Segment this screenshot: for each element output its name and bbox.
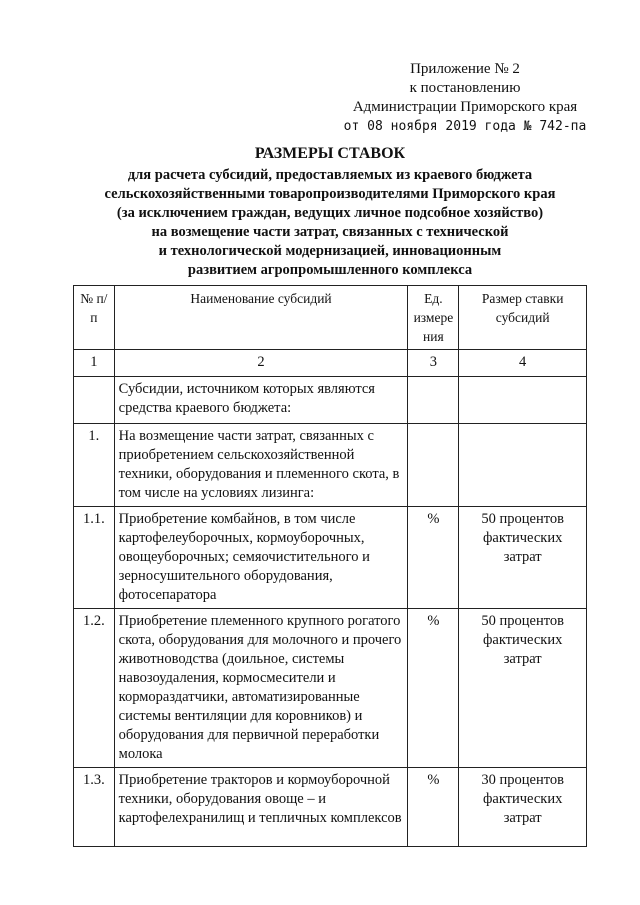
appendix-header <box>330 60 600 136</box>
row-name: Субсидии, источником которых являются средства краевого бюджета: <box>114 377 408 424</box>
row-name: Приобретение тракторов и кормоуборочной техники, оборудования овоще – и картофелехранилищ и тепличных комплексов <box>114 768 408 847</box>
row-rate: 50 процентов фактических затрат <box>459 609 587 768</box>
header-rate: Размер ставки субсидий <box>459 286 587 350</box>
table-row <box>74 507 587 609</box>
row-name: Приобретение комбайнов, в том числе картофелеуборочных, кормоуборочных, овощеуборочных; семяочистительного и зерносушительного оборудования, фотосепаратора <box>114 507 408 609</box>
header-unit: Ед. измере ния <box>408 286 459 350</box>
row-rate <box>459 424 587 507</box>
appendix-ref: к постановлению <box>409 80 521 96</box>
row-number: 1.3. <box>74 768 115 847</box>
row-unit <box>408 377 459 424</box>
title-main: РАЗМЕРЫ СТАВОК <box>254 145 406 162</box>
row-unit <box>408 424 459 507</box>
row-number: 1. <box>74 424 115 507</box>
table-header-row <box>74 286 587 350</box>
row-name: Приобретение племенного крупного рогатого скота, оборудования для молочного и прочего животноводства (доильное, системы навозоудаления, кормосмесители и кормораздатчики, автоматизированные системы вентиляции для коровников) и оборудования для первичной переработки молока <box>114 609 408 768</box>
row-rate: 30 процентов фактических затрат <box>459 768 587 847</box>
column-number: 4 <box>459 350 587 377</box>
title-line: (за исключением граждан, ведущих личное подсобное хозяйство) <box>116 205 544 221</box>
row-unit: % <box>408 507 459 609</box>
appendix-number: Приложение № 2 <box>410 61 520 77</box>
appendix-date-stamp: от 08 ноября 2019 года № 742-па <box>343 119 587 134</box>
row-unit: % <box>408 609 459 768</box>
column-number: 3 <box>408 350 459 377</box>
table-row <box>74 424 587 507</box>
column-number: 1 <box>74 350 115 377</box>
row-number: 1.2. <box>74 609 115 768</box>
row-rate: 50 процентов фактических затрат <box>459 507 587 609</box>
row-number <box>74 377 115 424</box>
appendix-issuer: Администрации Приморского края <box>352 99 578 115</box>
document-title <box>60 144 600 280</box>
row-number: 1.1. <box>74 507 115 609</box>
table-row <box>74 377 587 424</box>
row-rate <box>459 377 587 424</box>
rates-table <box>73 285 587 847</box>
title-line: на возмещение части затрат, связанных с технической <box>151 224 509 240</box>
table-row <box>74 768 587 847</box>
header-number: № п/п <box>74 286 115 350</box>
title-line: и технологической модернизацией, инновационным <box>158 243 502 259</box>
column-number: 2 <box>114 350 408 377</box>
title-line: сельскохозяйственными товаропроизводителями Приморского края <box>104 186 556 202</box>
row-name: На возмещение части затрат, связанных с приобретением сельскохозяйственной техники, оборудования и племенного скота, в том числе на условиях лизинга: <box>114 424 408 507</box>
title-line: развитием агропромышленного комплекса <box>187 262 473 278</box>
column-numbers-row <box>74 350 587 377</box>
title-line: для расчета субсидий, предоставляемых из краевого бюджета <box>127 167 533 183</box>
header-name: Наименование субсидий <box>114 286 408 350</box>
row-unit: % <box>408 768 459 847</box>
table-row <box>74 609 587 768</box>
